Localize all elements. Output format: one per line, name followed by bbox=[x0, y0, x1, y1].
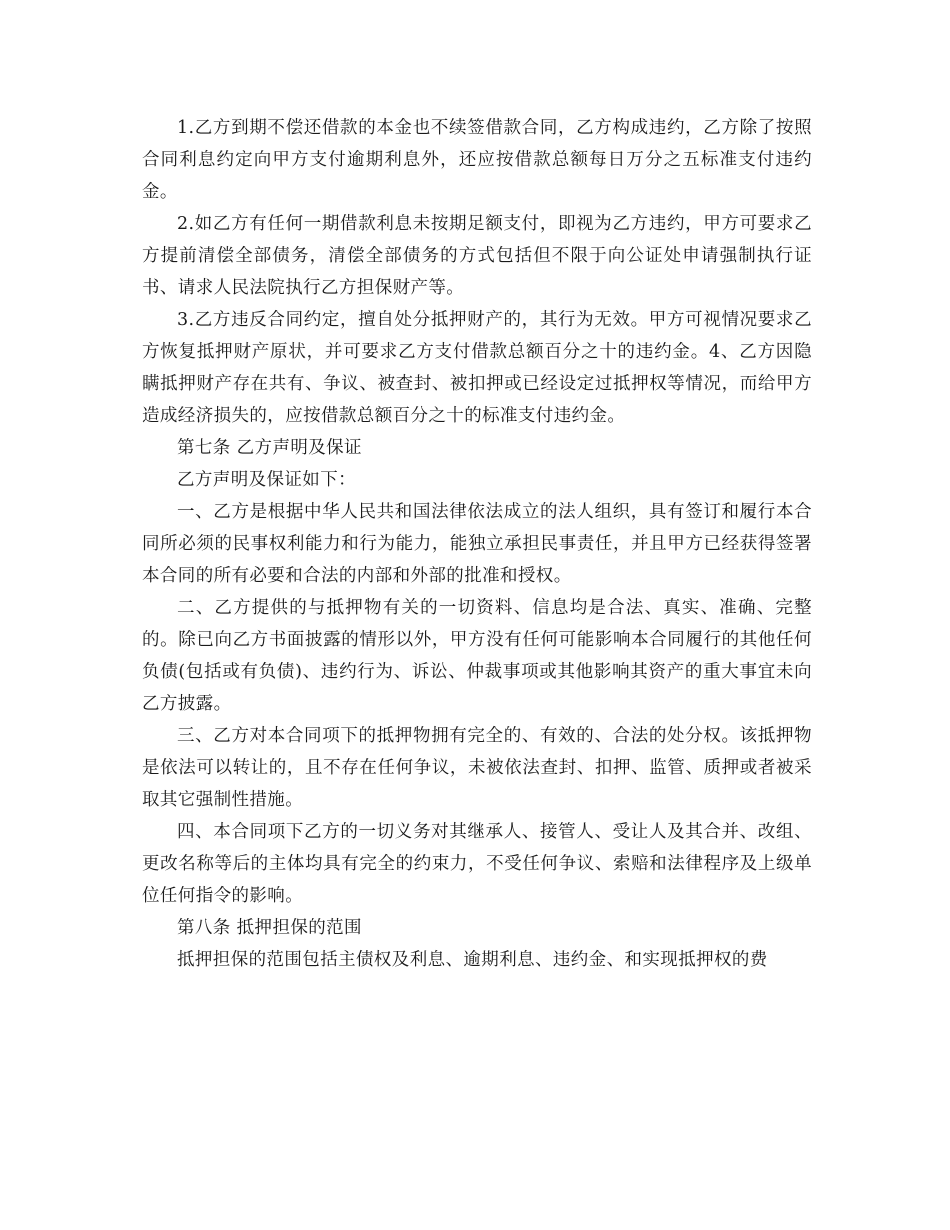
warranty-4: 四、本合同项下乙方的一切义务对其继承人、接管人、受让人及其合并、改组、更改名称等后的主体均具有完全的约束力，不受任何争议、索赔和法律程序及上级单位任何指令的影响。 bbox=[142, 822, 812, 906]
clause-2-interest-default: 2.如乙方有任何一期借款利息未按期足额支付，即视为乙方违约，甲方可要求乙方提前清偿全部债务，清偿全部债务的方式包括但不限于向公证处申请强制执行证书、请求人民法院执行乙方担保财产等。 bbox=[142, 214, 812, 298]
clause-1-breach-repayment: 1.乙方到期不偿还借款的本金也不续签借款合同，乙方构成违约，乙方除了按照合同利息约定向甲方支付逾期利息外，还应按借款总额每日万分之五标准支付违约金。 bbox=[142, 118, 812, 202]
article-7-heading: 第七条 乙方声明及保证 bbox=[177, 438, 362, 458]
article-7-intro: 乙方声明及保证如下： bbox=[177, 470, 356, 490]
article-8-heading: 第八条 抵押担保的范围 bbox=[177, 918, 362, 938]
warranty-2: 二、乙方提供的与抵押物有关的一切资料、信息均是合法、真实、准确、完整的。除已向乙方书面披露的情形以外，甲方没有任何可能影响本合同履行的其他任何负债(包括或有负债)、违约行为、诉讼、仲裁事项或其他影响其资产的重大事宜未向乙方披露。 bbox=[142, 598, 812, 714]
document-page bbox=[142, 112, 812, 976]
clause-3-unauthorized-disposal: 3.乙方违反合同约定，擅自处分抵押财产的，其行为无效。甲方可视情况要求乙方恢复抵押财产原状，并可要求乙方支付借款总额百分之十的违约金。4、乙方因隐瞒抵押财产存在共有、争议、被查封、被扣押或已经设定过抵押权等情况，而给甲方造成经济损失的，应按借款总额百分之十的标准支付违约金。 bbox=[142, 310, 812, 426]
warranty-1: 一、乙方是根据中华人民共和国法律依法成立的法人组织，具有签订和履行本合同所必须的民事权利能力和行为能力，能独立承担民事责任，并且甲方已经获得签署本合同的所有必要和合法的内部和外部的批准和授权。 bbox=[142, 502, 812, 586]
article-8-scope: 抵押担保的范围包括主债权及利息、逾期利息、违约金、和实现抵押权的费 bbox=[177, 950, 768, 970]
warranty-3: 三、乙方对本合同项下的抵押物拥有完全的、有效的、合法的处分权。该抵押物是依法可以转让的，且不存在任何争议，未被依法查封、扣押、监管、质押或者被采取其它强制性措施。 bbox=[142, 726, 812, 810]
